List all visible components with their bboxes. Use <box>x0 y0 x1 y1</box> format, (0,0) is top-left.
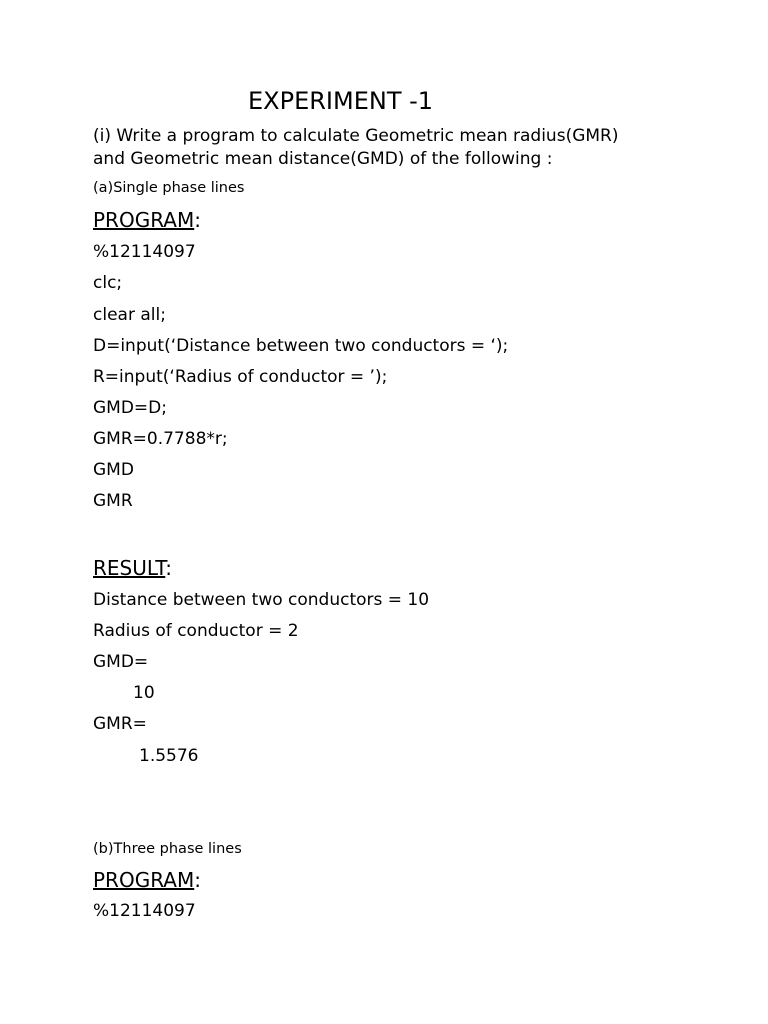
result-heading-colon: : <box>165 556 173 580</box>
program-heading-colon: : <box>194 208 201 232</box>
code-line: GMR=0.7788*r; <box>93 429 228 449</box>
section-a-program-heading <box>93 207 201 233</box>
problem-statement <box>93 125 713 171</box>
result-gmd-value: 10 <box>133 683 155 703</box>
page-title: EXPERIMENT -1 <box>248 87 434 115</box>
code-line: GMD=D; <box>93 398 167 418</box>
section-b-subtitle: (b)Three phase lines <box>93 841 242 857</box>
program-heading-label: PROGRAM <box>93 208 195 232</box>
code-line: GMD <box>93 460 134 480</box>
result-line-radius: Radius of conductor = 2 <box>93 621 299 641</box>
section-b-program-heading <box>93 867 201 893</box>
code-line: %12114097 <box>93 242 196 262</box>
problem-statement-line-2: and Geometric mean distance(GMD) of the following : <box>93 149 553 169</box>
code-line: R=input(‘Radius of conductor = ’); <box>93 367 388 387</box>
section-a-subtitle: (a)Single phase lines <box>93 180 245 196</box>
result-gmr-value: 1.5576 <box>139 746 199 766</box>
result-gmd-label: GMD= <box>93 652 149 672</box>
result-heading-label: RESULT <box>93 556 166 580</box>
program-heading-label: PROGRAM <box>93 868 195 892</box>
result-line-distance: Distance between two conductors = 10 <box>93 590 430 610</box>
code-line: clear all; <box>93 305 166 325</box>
section-a-result-heading <box>93 555 172 581</box>
code-line: %12114097 <box>93 901 196 921</box>
program-heading-colon: : <box>194 868 201 892</box>
code-line: GMR <box>93 491 133 511</box>
problem-statement-line-1: (i) Write a program to calculate Geometric mean radius(GMR) <box>93 126 619 146</box>
code-line: D=input(‘Distance between two conductors = ‘); <box>93 336 509 356</box>
code-line: clc; <box>93 273 123 293</box>
result-gmr-label: GMR= <box>93 714 147 734</box>
